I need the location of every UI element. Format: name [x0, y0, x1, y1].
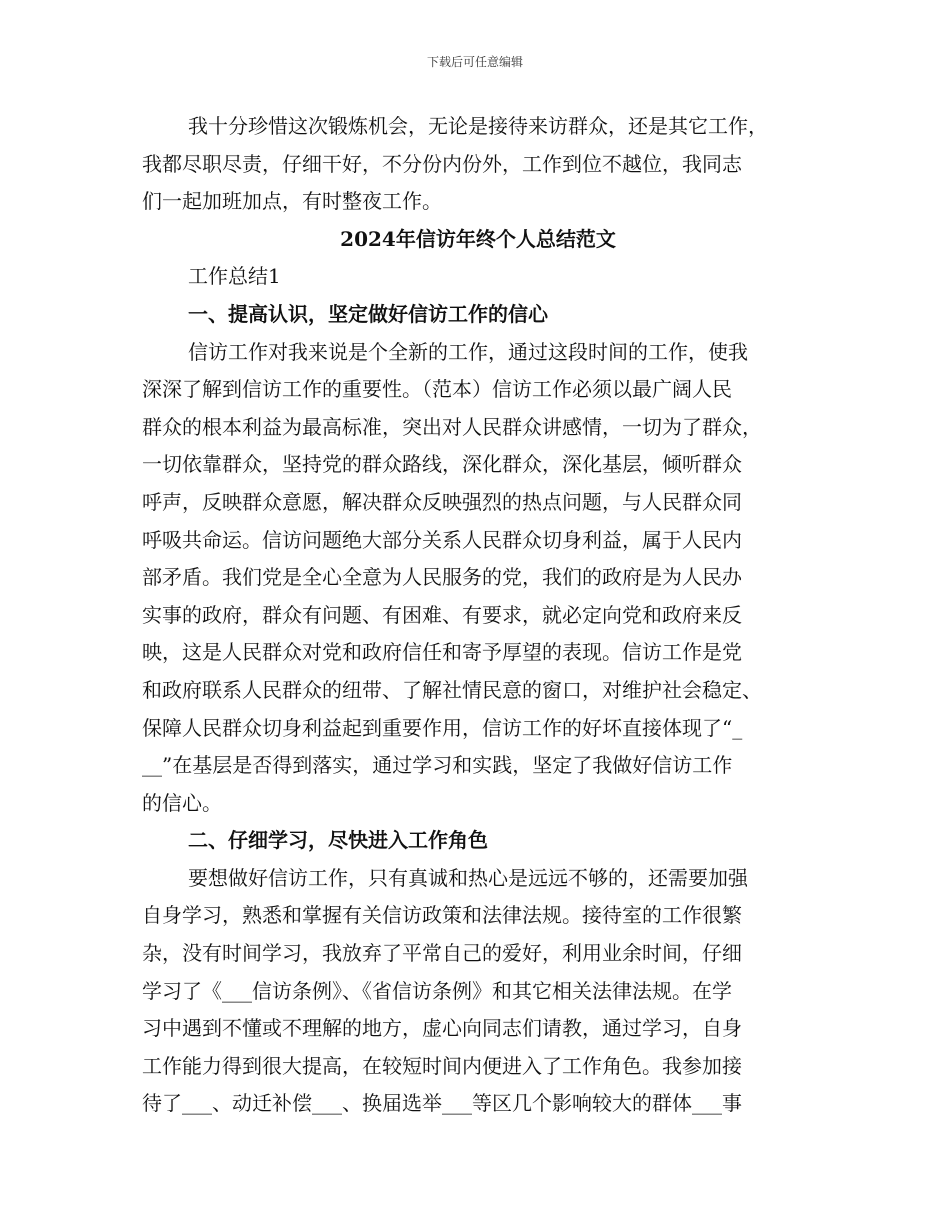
paragraph-line: 们一起加班加点，有时整夜工作。 [142, 189, 442, 214]
paragraph-line: 映，这是人民群众对党和政府信任和寄予厚望的表现。信访工作是党 [142, 640, 742, 665]
paragraph-line: 部矛盾。我们党是全心全意为人民服务的党，我们的政府是为人民办 [142, 565, 742, 590]
paragraph-line: 和政府联系人民群众的纽带、了解社情民意的窗口，对维护社会稳定、 [142, 677, 762, 702]
paragraph-line: 自身学习，熟悉和掌握有关信访政策和法律法规。接待室的工作很繁 [142, 903, 742, 928]
document-body [142, 108, 814, 1123]
document-title: 2024年信访年终个人总结范文 [340, 226, 616, 251]
paragraph-line: 我十分珍惜这次锻炼机会，无论是接待来访群众，还是其它工作， [188, 114, 768, 138]
paragraph-line: 深深了解到信访工作的重要性。（范本）信访工作必须以最广阔人民 [142, 377, 732, 402]
section-heading-1: 一、提高认识，坚定做好信访工作的信心 [188, 301, 548, 326]
paragraph-line: 待了___、动迁补偿___、换届选举___等区几个影响较大的群体___事 [142, 1091, 742, 1116]
paragraph-line: 学习了《___信访条例》、《省信访条例》和其它相关法律法规。在学 [142, 978, 732, 1003]
section-heading-2: 二、仔细学习，尽快进入工作角色 [188, 828, 488, 853]
paragraph-line: 要想做好信访工作，只有真诚和热心是远远不够的，还需要加强 [188, 865, 748, 890]
paragraph-line: 我都尽职尽责，仔细干好，不分份内份外，工作到位不越位，我同志 [142, 151, 742, 176]
paragraph-line: 群众的根本利益为最高标准，突出对人民群众讲感情，一切为了群众， [142, 414, 762, 439]
paragraph-line: 杂，没有时间学习，我放弃了平常自己的爱好，利用业余时间，仔细 [142, 941, 742, 966]
paragraph-line: __”在基层是否得到落实，通过学习和实践，坚定了我做好信访工作 [142, 753, 733, 778]
document-subtitle: 工作总结1 [188, 264, 281, 289]
paragraph-line: 工作能力得到很大提高，在较短时间内便进入了工作角色。我参加接 [142, 1053, 742, 1078]
paragraph-line: 呼声，反映群众意愿，解决群众反映强烈的热点问题，与人民群众同 [142, 489, 742, 514]
paragraph-line: 习中遇到不懂或不理解的地方，虚心向同志们请教，通过学习，自身 [142, 1016, 742, 1041]
paragraph-line: 一切依靠群众，坚持党的群众路线，深化群众，深化基层，倾听群众 [142, 452, 742, 477]
page-header-note: 下载后可任意编辑 [426, 55, 523, 69]
paragraph-line: 信访工作对我来说是个全新的工作，通过这段时间的工作，使我 [188, 339, 748, 364]
paragraph-line: 的信心。 [142, 790, 222, 815]
paragraph-line: 保障人民群众切身利益起到重要作用，信访工作的好坏直接体现了“_ [142, 715, 743, 740]
paragraph-line: 呼吸共命运。信访问题绝大部分关系人民群众切身利益，属于人民内 [142, 527, 742, 552]
paragraph-line: 实事的政府，群众有问题、有困难、有要求，就必定向党和政府来反 [142, 602, 742, 627]
